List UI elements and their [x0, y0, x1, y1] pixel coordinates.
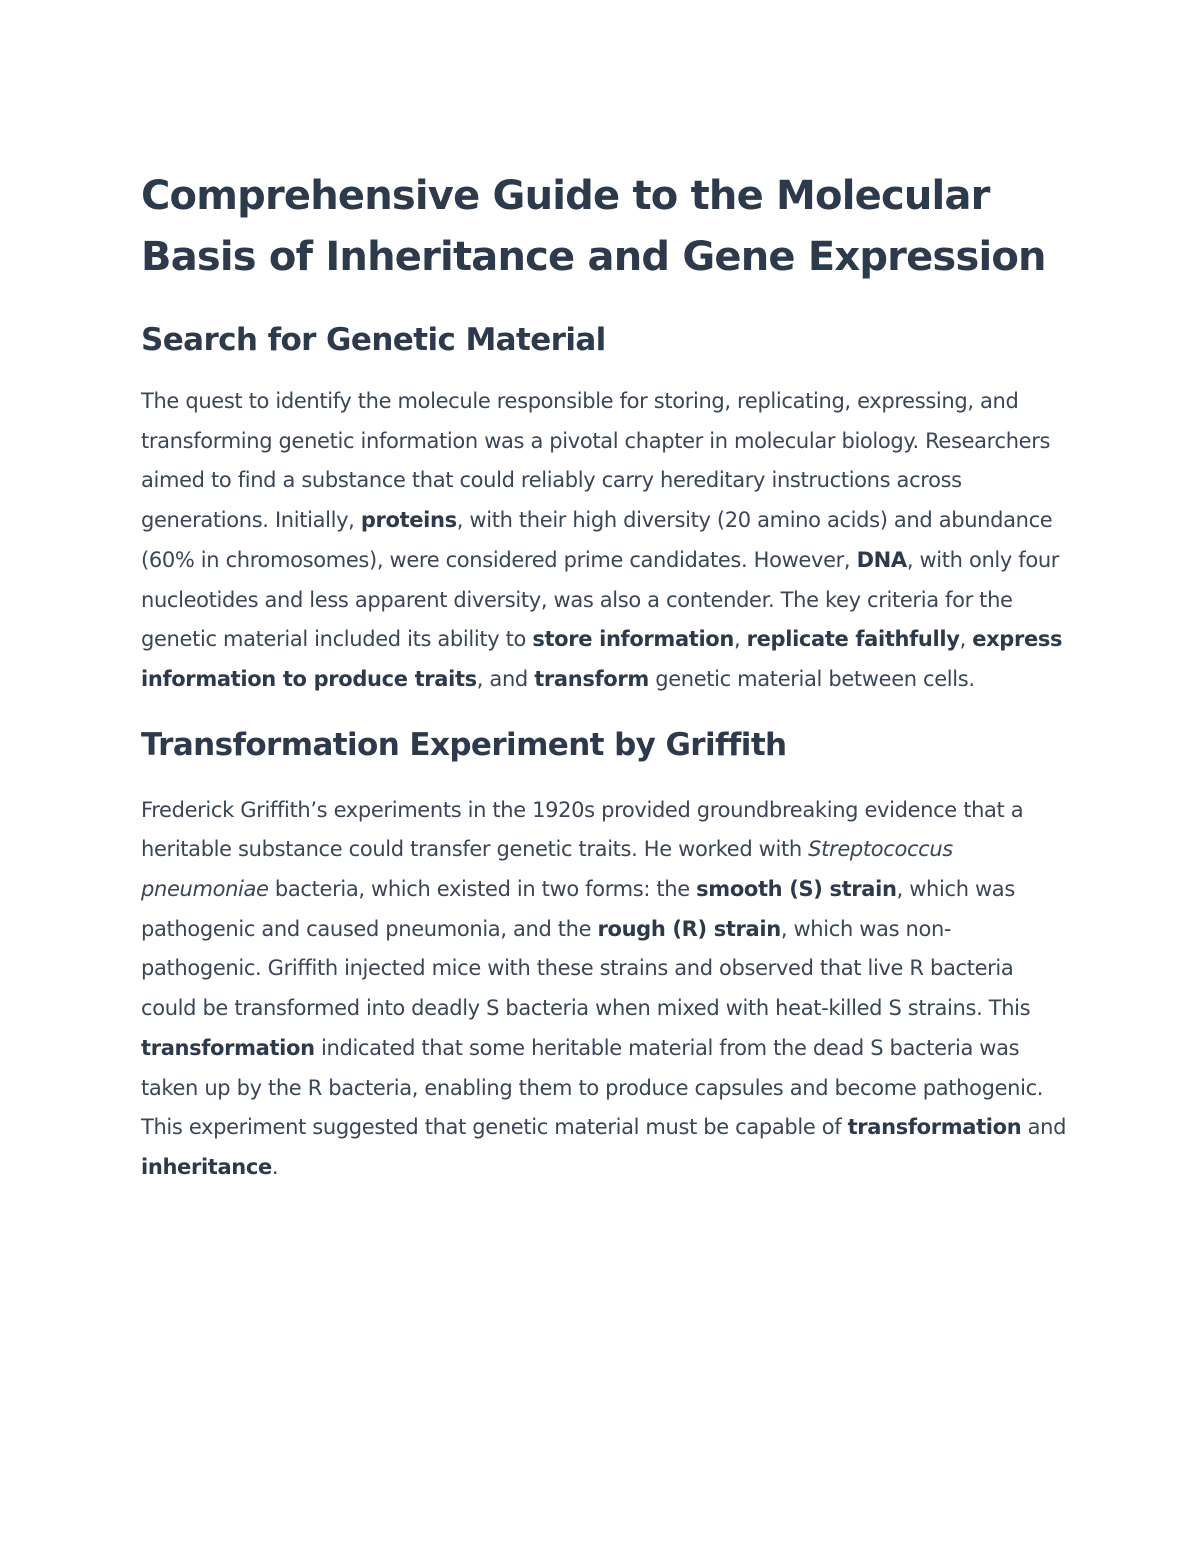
bold-term-transform: transform: [534, 666, 649, 691]
bold-term-transformation-2: transformation: [847, 1115, 1022, 1140]
section-paragraph-griffith-experiment: [141, 791, 1071, 1188]
section-paragraph-search-genetic-material: [141, 382, 1071, 700]
bold-term-proteins: proteins: [360, 508, 457, 533]
text-run: and: [1021, 1115, 1067, 1140]
bold-term-transformation: transformation: [141, 1035, 315, 1060]
text-run: The quest to identify the molecule responsible for storing, replicating, expressing, and transforming genetic information was a pivotal chapter in molecular biology. Researchers aimed to find a substance that could reliably carry hereditary instructions across generations. Initially,: [141, 389, 1051, 533]
section-heading-griffith-experiment: Transformation Experiment by Griffith: [141, 726, 787, 763]
text-run: , which was non-pathogenic. Griffith injected mice with these strains and observed that live R bacteria could be transformed into deadly S bacteria when mixed with heat-killed S strains. This: [141, 916, 1031, 1021]
bold-term-dna: DNA: [856, 547, 907, 572]
bold-term-express-information: express information to produce traits: [141, 627, 1063, 691]
bold-term-rough-strain: rough (R) strain: [597, 916, 781, 941]
italic-species-name: Streptococcus pneumoniae: [141, 837, 953, 902]
text-run: , and: [476, 666, 535, 691]
text-run: .: [271, 1154, 279, 1179]
section-heading-search-genetic-material: Search for Genetic Material: [141, 322, 606, 358]
text-run: ,: [734, 627, 747, 652]
bold-term-inheritance: inheritance: [141, 1154, 272, 1179]
text-run: indicated that some heritable material from the dead S bacteria was taken up by the R bacteria, enabling them to produce capsules and become pathogenic. This experiment suggested that genetic material must be capable of: [141, 1035, 1044, 1140]
text-run: , which was pathogenic and caused pneumonia, and the: [141, 877, 1015, 941]
bold-term-store-information: store information: [532, 627, 734, 652]
text-run: ,: [959, 627, 973, 652]
text-run: genetic material between cells.: [648, 666, 975, 691]
text-run: , with only four nucleotides and less apparent diversity, was also a contender. The key criteria for the genetic material included its ability to: [141, 547, 1060, 652]
text-run: , with their high diversity (20 amino acids) and abundance (60% in chromosomes), were considered prime candidates. However,: [141, 508, 1053, 572]
text-run: bacteria, which existed in two forms: the: [268, 877, 697, 902]
text-run: Frederick Griffith’s experiments in the 1920s provided groundbreaking evidence that a heritable substance could transfer genetic traits. He worked with: [141, 797, 1024, 862]
bold-term-smooth-strain: smooth (S) strain: [696, 877, 897, 902]
document-page: [141, 166, 1071, 1188]
document-title: Comprehensive Guide to the Molecular Basis of Inheritance and Gene Expression: [141, 173, 1046, 280]
bold-term-replicate-faithfully: replicate faithfully: [746, 627, 960, 652]
